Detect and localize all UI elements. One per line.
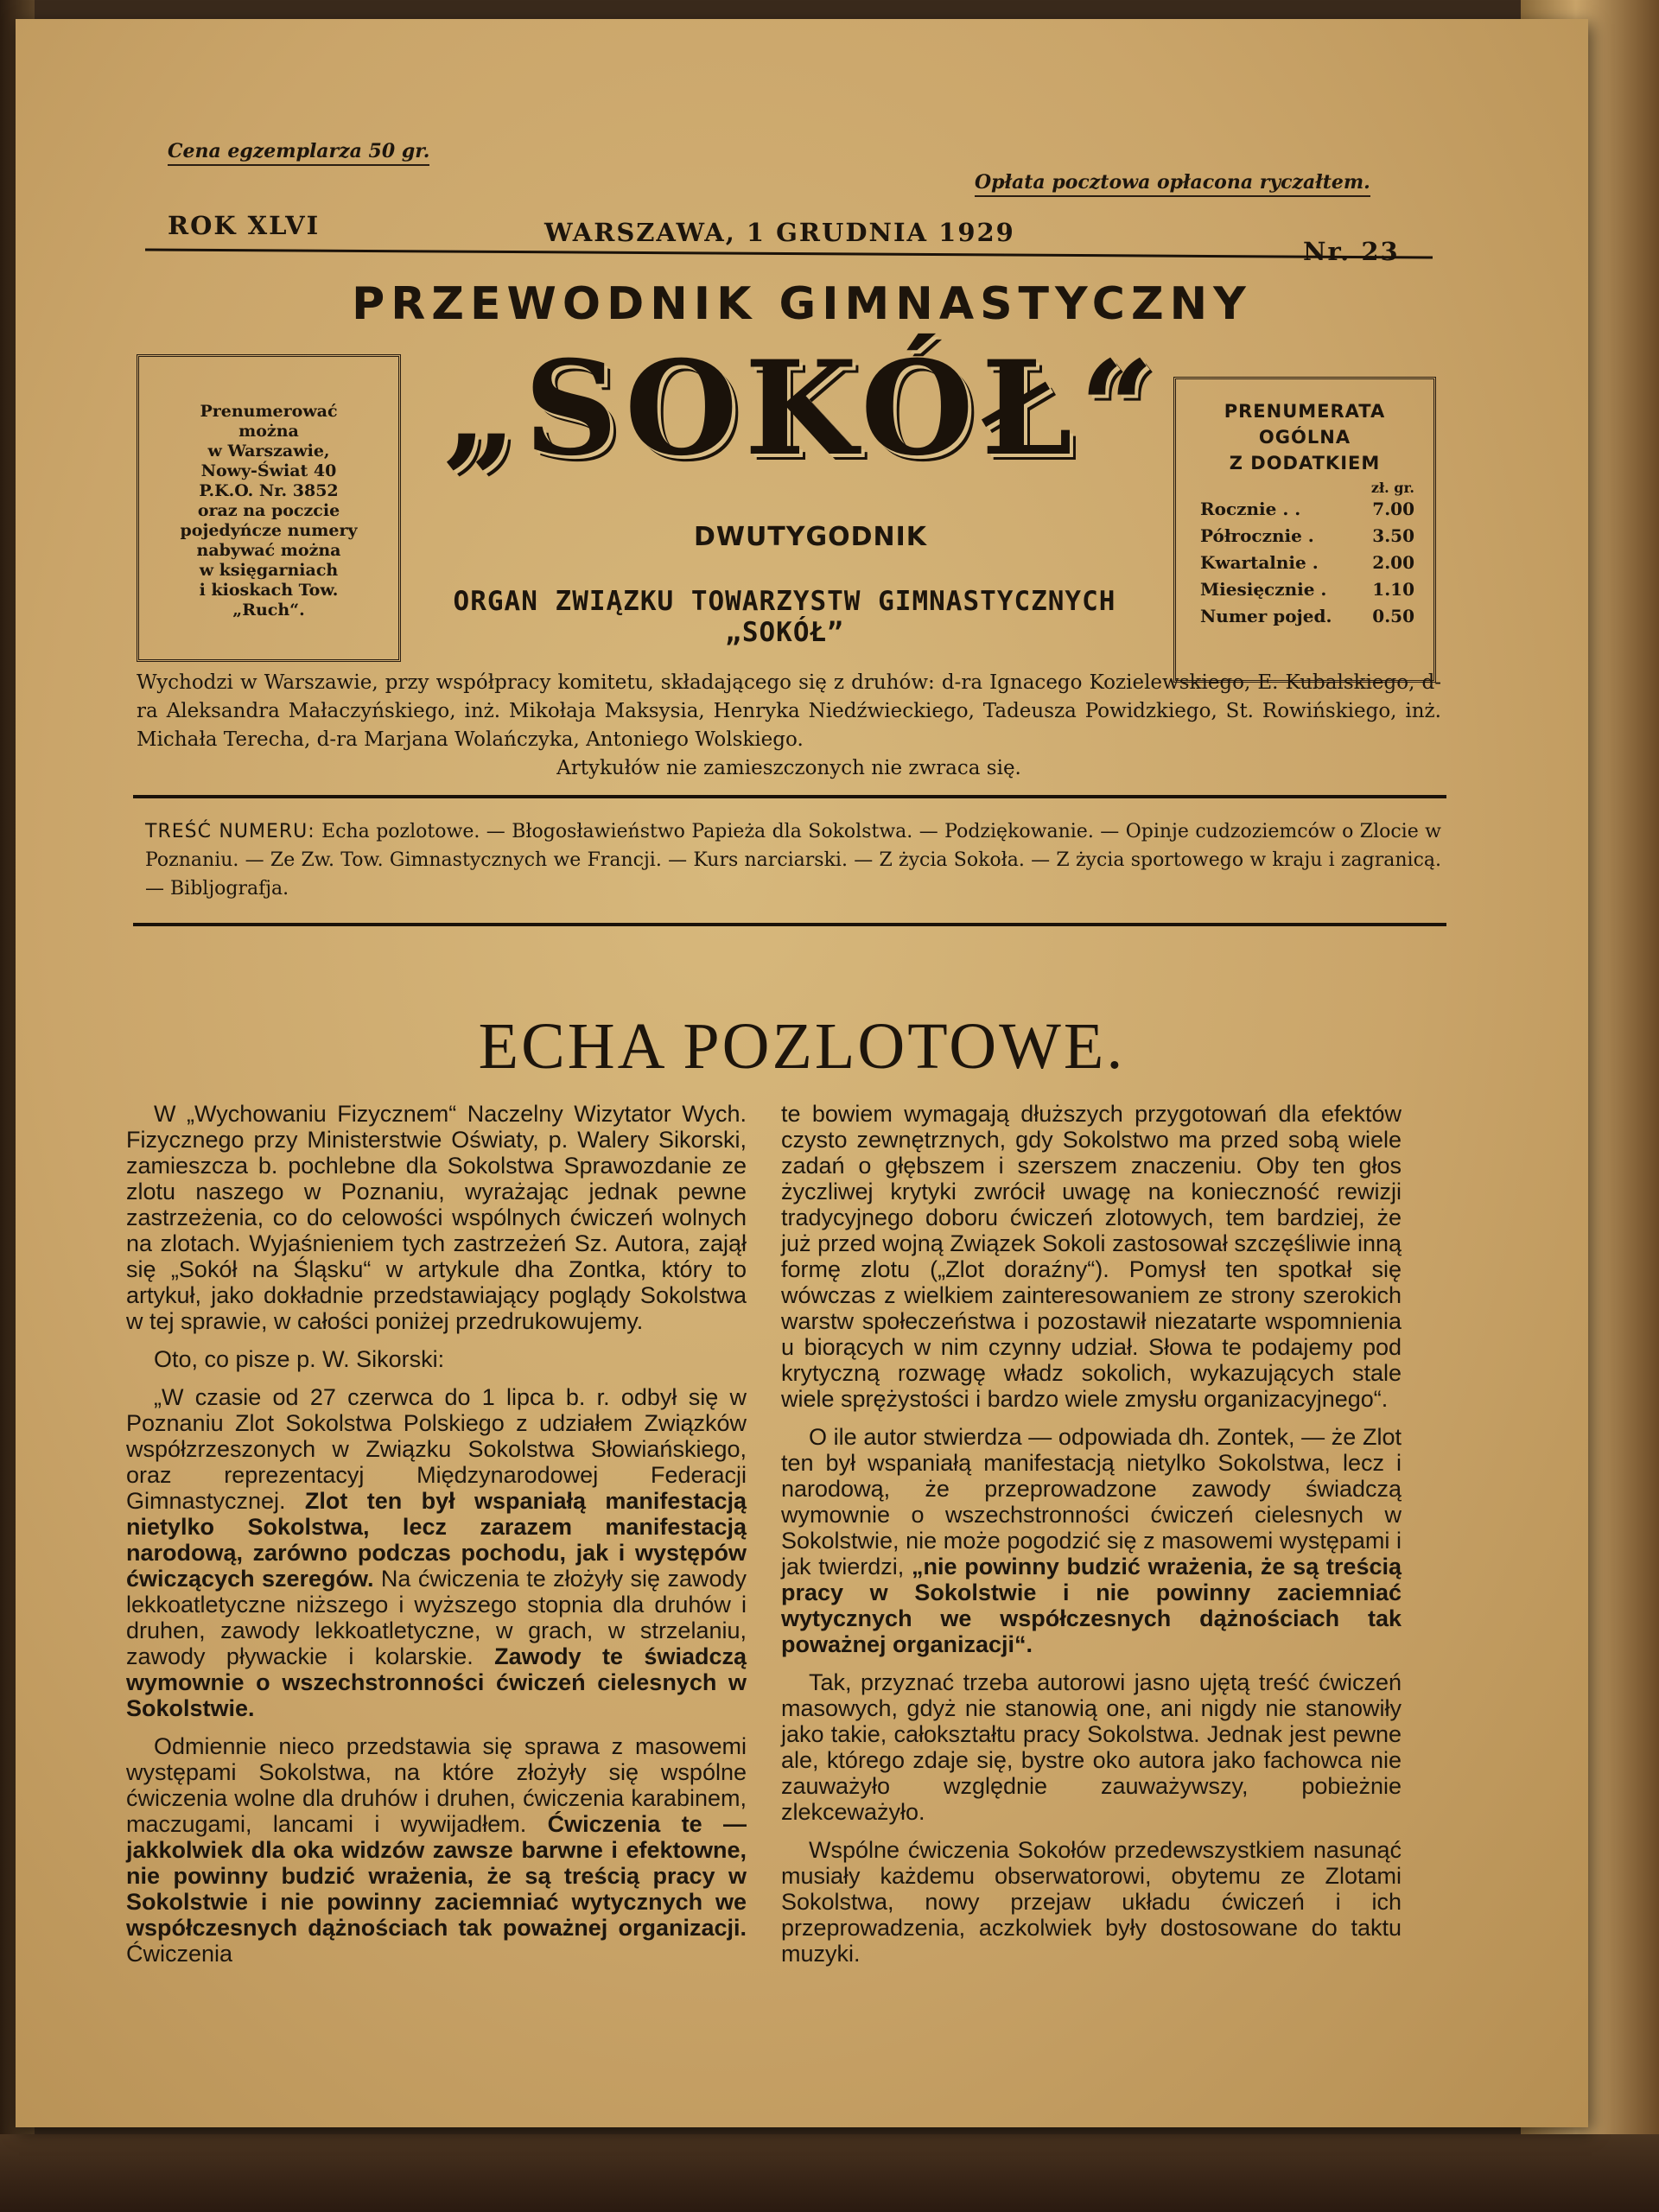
quote-bold: Zlot ten był wspaniałą manifestacją nietylko Sokolstwa, lecz zarazem manifestacją narodową, zarówno podczas pochodu, jak i występów ćwiczących szeregów. [126,1488,747,1592]
subscription-line: Prenumerować [200,402,338,421]
article-column-right [781,1101,1402,1979]
price-value: 2.00 [1372,552,1414,573]
paragraph [126,1733,747,1967]
header-rule [145,248,1433,258]
postage-note: Opłata pocztowa opłacona ryczałtem. [975,171,1370,197]
article-column-left [126,1101,747,1979]
masthead-title: „SOKÓŁ“ [442,333,1161,485]
price-label: Kwartalnie . [1200,552,1319,573]
subscription-line: i kioskach Tow. [199,581,339,600]
quote-bold: Ćwiczenia te — jakkolwiek dla oka widzów zawsze barwne i efektowne, nie powinny budzić wrażenia, że są treścią pracy w Sokolstwie i nie powinny zaciemniać wytycznych we współczesnych dążnościach tak poważnej organizacji. [126,1811,747,1941]
article-title: ECHA POZLOTOWE. [478,1010,1126,1083]
subscription-line: można [238,422,299,441]
quote-text: Na ćwiczenia te złożyły się zawody lekkoatletyczne niższego i wyższego stopnia dla druhów i druhen, zawody lekkoatletyczne, w grach, w strzelaniu, zawody pływackie i kolarskie. [126,1566,747,1669]
reply-text: O ile autor stwierdza — odpowiada dh. Zontek, — że Zlot ten był wspaniałą manifestacją nietylko Sokolstwa, lecz i narodową, że przeprowadzone zawody świadczą wymownie o wszechstronności ćwiczeń cielesnych w Sokolstwie, nie może pogodzić się z masowemi występami i jak twierdzi, [781,1424,1402,1580]
subscription-lines [139,357,398,620]
quote-bold: Zawody te świadczą wymownie o wszechstronności ćwiczeń cielesnych w Sokolstwie. [126,1643,747,1721]
quote-text: „W czasie od 27 czerwca do 1 lipca b. r. odbył się w Poznaniu Zlot Sokolstwa Polskiego z udziałem Związków współzrzeszonych w Związku Sokolstwa Słowiańskiego, oraz reprezentacyj Międzynarodowej Federacji Gimnastycznej. [126,1384,747,1514]
paragraph: Oto, co pisze p. W. Sikorski: [154,1346,445,1372]
price-row [1176,603,1433,630]
background-surface-bottom [0,2134,1659,2212]
subscription-line: „Ruch“. [232,601,305,620]
paragraph: Tak, przyznać trzeba autorowi jasno ujętą treść ćwiczeń masowych, gdyż nie stanowią one, ani nigdy nie stanowiły jako takie, całokształtu pracy Sokolstwa. Jednak jest pewne ale, którego zdaje się, bystre oko autora jako fachowca nie zauważyło względnie zauważywszy, pobieżnie zlekceważyło. [781,1669,1402,1825]
issue-number: Nr. 23 [1303,237,1400,266]
price-value: 3.50 [1372,525,1414,546]
subscription-line: nabywać można [196,541,341,560]
price-label: Półrocznie . [1200,525,1314,546]
price-list-title [1176,379,1433,476]
price-row [1176,496,1433,523]
subscription-line: pojedyńcze numery [180,521,358,540]
price-value: 1.10 [1372,579,1414,600]
price-row [1176,550,1433,576]
price-title-line: PRENUMERATA [1224,401,1386,422]
paragraph [126,1384,747,1721]
price-title-line: Z DODATKIEM [1229,453,1381,474]
price-title-line: OGÓLNA [1258,427,1351,448]
paragraph: te bowiem wymagają dłuższych przygotowań dla efektów czysto zewnętrznych, gdy Sokolstwo ma przed sobą wiele zadań o głębszem i szerszem znaczeniu. Oby ten głos życzliwej krytyki zwrócił uwagę na konieczność rewizji tradycyjnego doboru ćwiczeń zlotowych, tem bardziej, że już przed wojną Związek Sokoli zastosował szczęśliwie inną formę zlotu („Zlot doraźny“). Pomysł ten spotkał się wówczas z wielkiem zainteresowaniem ze strony szerokich warstw społeczeństwa i pozostawił niezatarte wspomnienia u biorących w nim czynny udział. Słowa te podajemy pod krytyczną rozwagę władz sokolich, wykazujących stale wiele sprężystości i bardzo wiele zmysłu organizacyjnego“. [781,1101,1402,1412]
subscription-line: oraz na poczcie [197,501,340,520]
price-row [1176,576,1433,603]
subscription-line: P.K.O. Nr. 3852 [199,481,339,500]
periodicity: DWUTYGODNIK [693,522,928,552]
contents-label: TREŚĆ NUMERU: [145,821,315,842]
price-label: Rocznie . . [1200,499,1301,519]
paragraph: Wspólne ćwiczenia Sokołów przedewszystkiem nasunąć musiały każdemu obserwatorowi, obytemu ze Zlotami Sokolstwa, nowy przejaw układu ćwiczeń i ich przeprowadzenia, aczkolwiek były dostosowane do taktu muzyki. [781,1837,1402,1967]
subscription-line: w Warszawie, [207,442,330,461]
returns-note: Artykułów nie zamieszczonych nie zwraca się. [556,757,1021,779]
price-list-box [1173,377,1436,683]
reply-bold: „nie powinny budzić wrażenia, że są treścią pracy w Sokolstwie i nie powinny zaciemniać wytycznych we współczesnych dążnościach tak poważnej organizacji“. [781,1554,1402,1657]
newspaper-page [16,19,1588,2127]
organ-line: ORGAN ZWIĄZKU TOWARZYSTW GIMNASTYCZNYCH „SOKÓŁ” [453,586,1116,648]
subscription-line: Nowy-Świat 40 [200,461,337,480]
quote-text: Ćwiczenia [126,1941,233,1967]
masthead-subtitle: PRZEWODNIK GIMNASTYCZNY [352,278,1252,330]
quote-text: Odmiennie nieco przedstawia się sprawa z masowemi występami Sokolstwa, na które złożyły się wspólne ćwiczenia wolne dla druhów i druhen, ćwiczenia karabinem, maczugami, lancami i wywijadłem. [126,1733,747,1837]
paragraph [781,1424,1402,1657]
volume-year: ROK XLVI [168,211,321,240]
city-date: WARSZAWA, 1 GRUDNIA 1929 [544,218,1015,247]
paragraph: W „Wychowaniu Fizycznem“ Naczelny Wizytator Wych. Fizycznego przy Ministerstwie Oświaty, p. Walery Sikorski, zamieszcza b. pochlebne dla Sokolstwa Sprawozdanie ze zlotu naszego w Poznaniu, wyrażając jednak pewne zastrzeżenia, co do celowości wspólnych ćwiczeń wolnych na zlotach. Wyjaśnieniem tych zastrzeżeń Sz. Autora, zajął się „Sokół na Śląsku“ w artykule dha Zontka, który to artykuł, jako dokładnie przedstawiający poglądy Sokolstwa w tej sprawie, w całości poniżej przedrukowujemy. [126,1101,747,1334]
subscription-info-box [137,354,401,662]
price-unit: zł. gr. [1370,480,1414,496]
price-rows [1176,496,1433,630]
price-row [1176,523,1433,550]
subscription-line: w księgarniach [199,561,339,580]
committee-text [137,669,1441,783]
price-note: Cena egzemplarza 50 gr. [168,140,429,166]
contents-bottom-rule [133,923,1446,926]
contents-text: Echa pozlotowe. — Błogosławieństwo Papieża dla Sokolstwa. — Podziękowanie. — Opinje cudzoziemców o Zlocie w Poznaniu. — Ze Zw. Tow. Gimnastycznych we Francji. — Kurs narciarski. — Z życia Sokoła. — Z życia sportowego w kraju i zagranicą. — Bibljografja. [145,821,1442,899]
price-value: 0.50 [1372,606,1414,626]
price-label: Miesięcznie . [1200,579,1327,600]
table-of-contents [145,817,1441,903]
price-label: Numer pojed. [1200,606,1332,626]
committee-members: Wychodzi w Warszawie, przy współpracy komitetu, składającego się z druhów: d-ra Ignacego Kozielewskiego, E. Kubalskiego, d-ra Aleksandra Małaczyńskiego, inż. Mikołaja Maksysia, Henryka Niedźwieckiego, Tadeusza Powidzkiego, St. Rowińskiego, inż. Michała Terecha, d-ra Marjana Wolańczyka, Antoniego Wolskiego. [137,671,1441,751]
price-value: 7.00 [1372,499,1414,519]
contents-top-rule [133,795,1446,798]
